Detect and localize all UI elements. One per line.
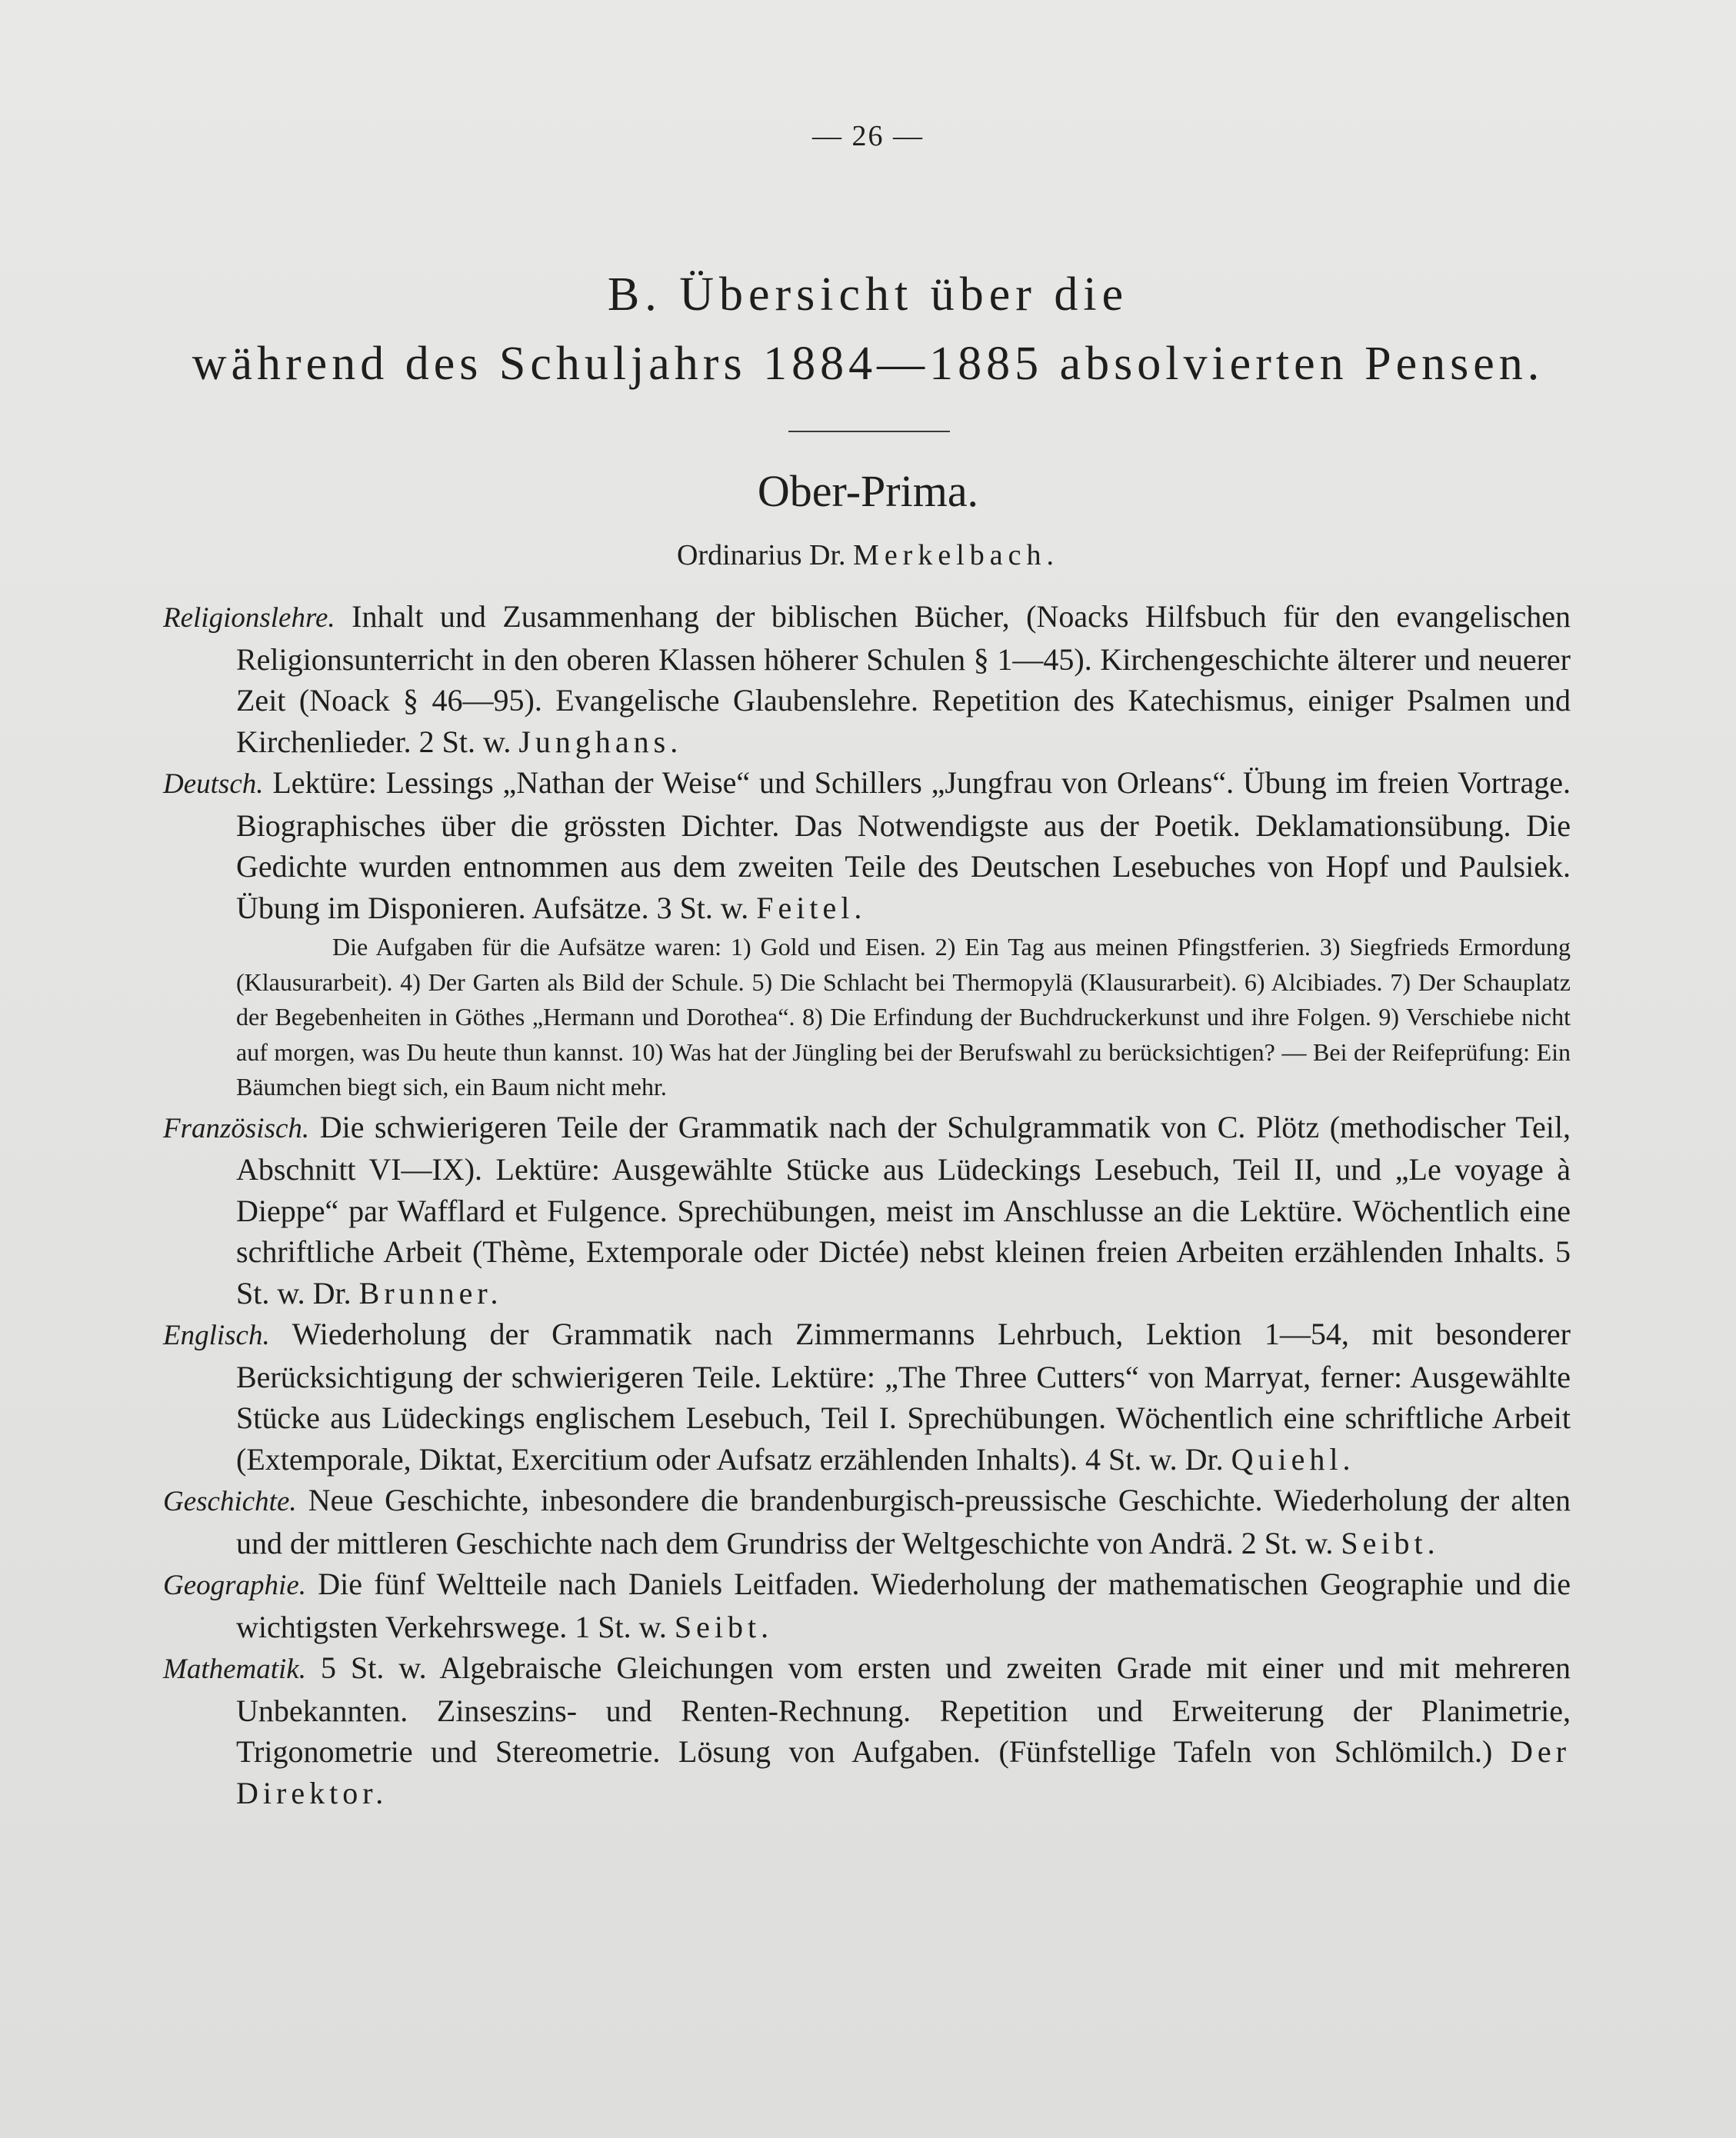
subject-entry-geschichte bbox=[163, 1480, 1571, 1564]
class-heading: Ober-Prima. bbox=[757, 466, 979, 516]
subject-text: Wiederholung der Grammatik nach Zimmermanns Lehrbuch, Lektion 1—54, mit besonderer Berücksichtigung der schwierigeren Teile. Lektüre: „The Three Cutters“ von Marryat, ferner: Ausgewählte Stücke aus Lüdeckings englischem Lesebuch, Teil I. Sprechübungen. Wöchentlich eine schriftliche Arbeit (Extemporale, Diktat, Exercitium oder Aufsatz erzählenden Inhalts). 4 St. w. Dr. bbox=[236, 1317, 1571, 1477]
section-title-line-1: B. Übersicht über die bbox=[607, 268, 1129, 321]
subject-text: 5 St. w. Algebraische Gleichungen vom ersten und zweiten Grade mit einer und mit mehreren Unbekannten. Zinseszins- und Renten-Rechnung. Repetition und Erweiterung der Planimetrie, Trigonometrie und Stereometrie. Lösung von Aufgaben. (Fünfstellige Tafeln von Schlömilch.) bbox=[236, 1650, 1571, 1769]
page-number: — 26 — bbox=[812, 120, 924, 152]
subject-entry-deutsch bbox=[163, 762, 1571, 928]
subject-text: Die fünf Weltteile nach Daniels Leitfaden. Wiederholung der mathematischen Geographie und die wichtigsten Verkehrswege. 1 St. w. bbox=[236, 1567, 1571, 1644]
subject-label: Englisch. bbox=[163, 1320, 270, 1351]
subject-text: Inhalt und Zusammenhang der biblischen Bücher, (Noacks Hilfsbuch für den evangelischen Religionsunterricht in den oberen Klassen höherer Schulen § 1—45). Kirchengeschichte älterer und neuerer Zeit (Noack § 46—95). Evangelische Glaubenslehre. Repetition des Katechismus, einiger Psalmen und Kirchenlieder. 2 St. w. bbox=[236, 599, 1571, 759]
subject-teacher: Seibt. bbox=[674, 1609, 774, 1644]
subjects-list bbox=[163, 596, 1571, 1813]
subject-text: Lektüre: Lessings „Nathan der Weise“ und Schillers „Jungfrau von Orleans“. Übung im freien Vortrage. Biographisches über die grössten Dichter. Das Notwendigste aus der Poetik. Deklamationsübung. Die Gedichte wurden entnommen aus dem zweiten Teile des Deutschen Lesebuches von Hopf und Paulsiek. Übung im Disponieren. Aufsätze. 3 St. w. bbox=[236, 765, 1571, 925]
subject-label: Deutsch. bbox=[163, 768, 264, 800]
subject-label: Französisch. bbox=[163, 1112, 310, 1144]
subject-label: Geographie. bbox=[163, 1570, 306, 1601]
subject-entry-geographie bbox=[163, 1564, 1571, 1647]
subject-text: Neue Geschichte, inbesondere die brandenburgisch-preussische Geschichte. Wiederholung der alten und der mittleren Geschichte nach dem Grundriss der Weltgeschichte von Andrä. 2 St. w. bbox=[236, 1483, 1571, 1560]
section-title-line-2: während des Schuljahrs 1884—1885 absolvierten Pensen. bbox=[192, 338, 1544, 390]
subject-entry-mathematik bbox=[163, 1647, 1571, 1813]
subject-entry-religion bbox=[163, 596, 1571, 762]
subject-teacher: Feitel. bbox=[756, 890, 867, 925]
subject-label: Mathematik. bbox=[163, 1653, 306, 1685]
ordinarius-line bbox=[0, 538, 1736, 572]
subject-label: Geschichte. bbox=[163, 1486, 297, 1517]
subject-label: Religionslehre. bbox=[163, 602, 335, 634]
subject-teacher: Quiehl. bbox=[1231, 1441, 1355, 1477]
subject-text: Die schwierigeren Teile der Grammatik nach der Schulgrammatik von C. Plötz (methodischer Teil, Abschnitt VI—IX). Lektüre: Ausgewählte Stücke aus Lüdeckings Lesebuch, Teil II, und „Le voyage à Dieppe“ par Wafflard et Fulgence. Sprechübungen, meist im Anschlusse an die Lektüre. Wöchentlich eine schriftliche Arbeit (Thème, Extemporale oder Dictée) nebst kleinen freien Arbeiten erzählenden Inhalts. 5 St. w. Dr. bbox=[236, 1109, 1571, 1310]
ordinarius-label: Ordinarius Dr. bbox=[677, 539, 846, 571]
subject-entry-englisch bbox=[163, 1314, 1571, 1480]
essay-topics-note: Die Aufgaben für die Aufsätze waren: 1) Gold und Eisen. 2) Ein Tag aus meinen Pfingstferien. 3) Siegfrieds Ermordung (Klausurarbeit). 4) Der Garten als Bild der Schule. 5) Die Schlacht bei Thermopylä (Klausurarbeit). 6) Alcibiades. 7) Der Schauplatz der Begebenheiten in Göthes „Hermann und Dorothea“. 8) Die Erfindung der Buchdruckerkunst und ihre Folgen. 9) Verschiebe nicht auf morgen, was Du heute thun kannst. 10) Was hat der Jüngling bei der Berufswahl zu berücksichtigen? — Bei der Reifeprüfung: Ein Bäumchen biegt sich, ein Baum nicht mehr. bbox=[236, 933, 1571, 1101]
subject-teacher: Brunner. bbox=[358, 1275, 503, 1310]
title-divider bbox=[788, 431, 950, 432]
subject-teacher: Der Direktor. bbox=[236, 1734, 1571, 1810]
subject-entry-franzoesisch bbox=[163, 1107, 1571, 1314]
ordinarius-name: Merkelbach. bbox=[853, 539, 1059, 571]
subject-teacher: Seibt. bbox=[1341, 1525, 1440, 1560]
subject-teacher: Junghans. bbox=[518, 724, 683, 759]
